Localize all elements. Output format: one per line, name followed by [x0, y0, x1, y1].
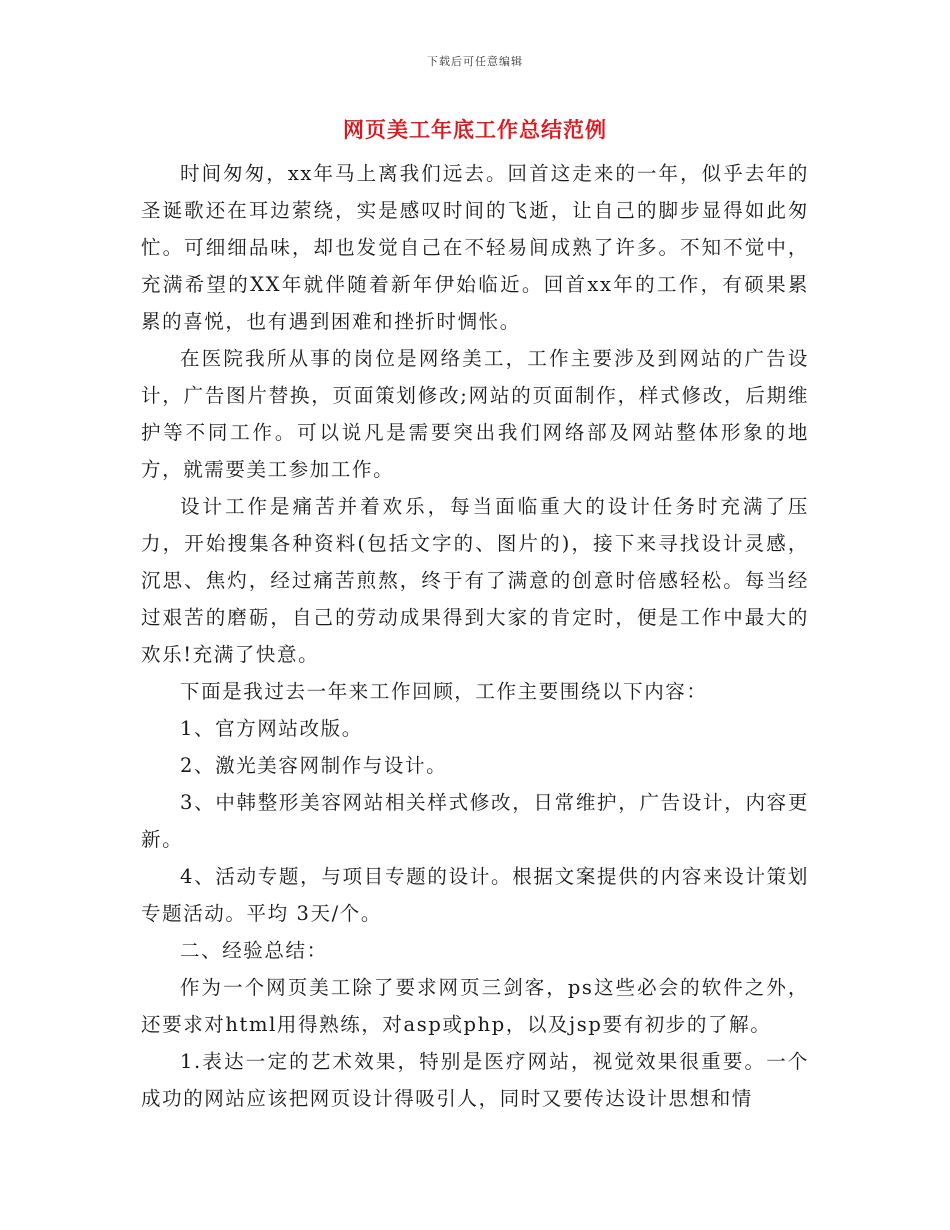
- list-item: 4、活动专题，与项目专题的设计。根据文案提供的内容来设计策划专题活动。平均 3天/个。: [141, 865, 809, 925]
- document-title: 网页美工年底工作总结范例: [343, 117, 607, 142]
- section-heading-experience: 二、经验总结：: [180, 939, 328, 962]
- header-note: 下载后可任意编辑: [427, 55, 523, 68]
- list-item: 3、中韩整形美容网站相关样式修改，日常维护，广告设计，内容更新。: [141, 791, 809, 851]
- paragraph-design-work: 设计工作是痛苦并着欢乐，每当面临重大的设计任务时充满了压力，开始搜集各种资料(包括文字的、图片的)，接下来寻找设计灵感，沉思、焦灼，经过痛苦煎熬，终于有了满意的创意时倍感轻松。每当经过艰苦的磨砺，自己的劳动成果得到大家的肯定时，便是工作中最大的欢乐!充满了快意。: [141, 495, 809, 666]
- paragraph-art-effect: 1.表达一定的艺术效果，特别是医疗网站，视觉效果很重要。一个成功的网站应该把网页设计得吸引人，同时又要传达设计思想和情: [141, 1050, 809, 1110]
- paragraph-intro: 时间匆匆，xx年马上离我们远去。回首这走来的一年，似乎去年的圣诞歌还在耳边萦绕，实是感叹时间的飞逝，让自己的脚步显得如此匆忙。可细细品味，却也发觉自己在不轻易间成熟了许多。不知不觉中，充满希望的XX年就伴随着新年伊始临近。回首xx年的工作，有硕果累累的喜悦，也有遇到困难和挫折时惆怅。: [141, 162, 809, 333]
- paragraph-skills: 作为一个网页美工除了要求网页三剑客，ps这些必会的软件之外，还要求对html用得熟练，对asp或php，以及jsp要有初步的了解。: [141, 976, 809, 1036]
- list-item: 1、官方网站改版。: [180, 717, 363, 740]
- paragraph-job-role: 在医院我所从事的岗位是网络美工，工作主要涉及到网站的广告设计，广告图片替换，页面策划修改;网站的页面制作，样式修改，后期维护等不同工作。可以说凡是需要突出我们网络部及网站整体形象的地方，就需要美工参加工作。: [141, 347, 809, 481]
- list-item: 2、激光美容网制作与设计。: [180, 754, 448, 777]
- paragraph-review-intro: 下面是我过去一年来工作回顾，工作主要围绕以下内容：: [180, 680, 708, 703]
- document-body: [141, 155, 809, 1117]
